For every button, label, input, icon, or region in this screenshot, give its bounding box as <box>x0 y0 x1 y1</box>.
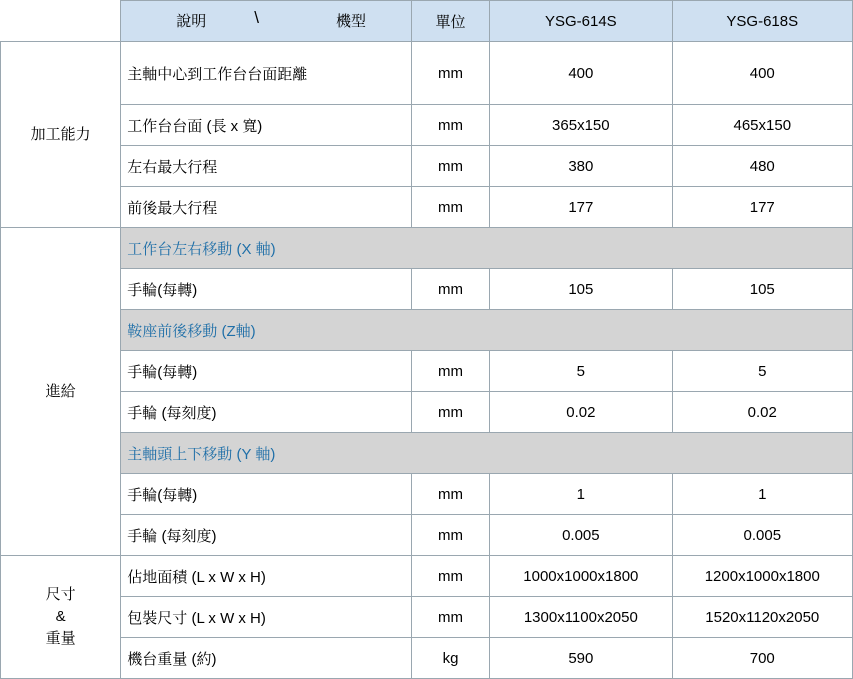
value-cell-model-2: 480 <box>672 146 852 187</box>
table-row <box>1 146 853 187</box>
value-cell-model-2: 5 <box>672 351 852 392</box>
group-label-cell: 尺寸 & 重量 <box>1 556 121 679</box>
description-cell: 手輪 (每刻度) <box>121 515 412 556</box>
section-row <box>1 433 853 474</box>
value-cell-model-1: 0.005 <box>490 515 672 556</box>
value-cell-model-2: 465x150 <box>672 105 852 146</box>
table-row <box>1 474 853 515</box>
value-cell-model-2: 400 <box>672 42 852 105</box>
value-cell-model-1: 0.02 <box>490 392 672 433</box>
description-cell: 手輪 (每刻度) <box>121 392 412 433</box>
unit-cell: mm <box>411 187 489 228</box>
header-description-label: 說明 <box>176 13 207 30</box>
unit-cell: kg <box>411 638 489 679</box>
value-cell-model-1: 365x150 <box>490 105 672 146</box>
description-cell: 包裝尺寸 (L x W x H) <box>121 597 412 638</box>
header-model-1: YSG-614S <box>490 1 672 42</box>
description-cell: 主軸中心到工作台台面距離 <box>121 42 412 105</box>
section-heading-cell: 工作台左右移動 (X 軸) <box>121 228 853 269</box>
table-row <box>1 42 853 105</box>
description-cell: 手輪(每轉) <box>121 351 412 392</box>
unit-cell: mm <box>411 269 489 310</box>
section-heading-cell: 主軸頭上下移動 (Y 軸) <box>121 433 853 474</box>
unit-cell: mm <box>411 597 489 638</box>
value-cell-model-2: 1200x1000x1800 <box>672 556 852 597</box>
value-cell-model-2: 105 <box>672 269 852 310</box>
description-cell: 前後最大行程 <box>121 187 412 228</box>
unit-cell: mm <box>411 474 489 515</box>
value-cell-model-2: 1520x1120x2050 <box>672 597 852 638</box>
table-body <box>1 42 853 679</box>
value-cell-model-1: 590 <box>490 638 672 679</box>
header-unit: 單位 <box>411 1 489 42</box>
value-cell-model-2: 700 <box>672 638 852 679</box>
unit-cell: mm <box>411 392 489 433</box>
table-row <box>1 556 853 597</box>
table-row <box>1 638 853 679</box>
header-corner-cell <box>1 1 121 42</box>
value-cell-model-1: 400 <box>490 42 672 105</box>
table-row <box>1 351 853 392</box>
value-cell-model-1: 1300x1100x2050 <box>490 597 672 638</box>
unit-cell: mm <box>411 515 489 556</box>
description-cell: 左右最大行程 <box>121 146 412 187</box>
header-description-model <box>121 1 412 42</box>
header-slash-divider: \ <box>254 8 260 27</box>
description-cell: 工作台台面 (長 x 寬) <box>121 105 412 146</box>
table-row <box>1 515 853 556</box>
table-row <box>1 597 853 638</box>
section-row <box>1 310 853 351</box>
value-cell-model-2: 0.005 <box>672 515 852 556</box>
value-cell-model-1: 105 <box>490 269 672 310</box>
unit-cell: mm <box>411 146 489 187</box>
group-label-cell: 加工能力 <box>1 42 121 228</box>
description-cell: 機台重量 (約) <box>121 638 412 679</box>
section-row <box>1 228 853 269</box>
unit-cell: mm <box>411 556 489 597</box>
value-cell-model-1: 1000x1000x1800 <box>490 556 672 597</box>
value-cell-model-1: 177 <box>490 187 672 228</box>
header-model-label: 機型 <box>335 13 366 30</box>
description-cell: 佔地面積 (L x W x H) <box>121 556 412 597</box>
unit-cell: mm <box>411 105 489 146</box>
table-row <box>1 105 853 146</box>
value-cell-model-1: 5 <box>490 351 672 392</box>
table-header <box>1 1 853 42</box>
header-row <box>1 1 853 42</box>
table-row <box>1 392 853 433</box>
group-label-cell: 進給 <box>1 228 121 556</box>
value-cell-model-1: 1 <box>490 474 672 515</box>
unit-cell: mm <box>411 42 489 105</box>
value-cell-model-1: 380 <box>490 146 672 187</box>
table-row <box>1 269 853 310</box>
value-cell-model-2: 0.02 <box>672 392 852 433</box>
value-cell-model-2: 1 <box>672 474 852 515</box>
header-model-2: YSG-618S <box>672 1 852 42</box>
section-heading-cell: 鞍座前後移動 (Z軸) <box>121 310 853 351</box>
description-cell: 手輪(每轉) <box>121 269 412 310</box>
value-cell-model-2: 177 <box>672 187 852 228</box>
description-cell: 手輪(每轉) <box>121 474 412 515</box>
table-row <box>1 187 853 228</box>
unit-cell: mm <box>411 351 489 392</box>
